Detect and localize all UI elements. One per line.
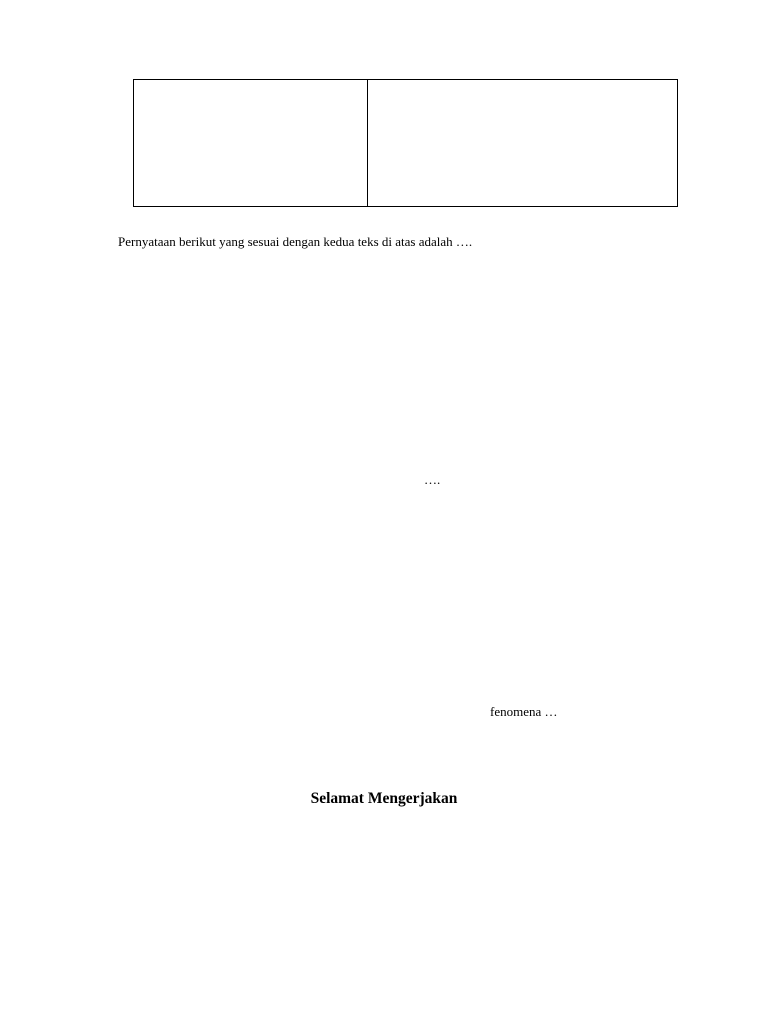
table-cell-right xyxy=(368,80,678,207)
answer-fragment-ellipsis: …. xyxy=(424,472,441,487)
table-cell-left xyxy=(134,80,368,207)
question-text: Pernyataan berikut yang sesuai dengan kedua teks di atas adalah …. xyxy=(118,234,473,249)
comparison-table xyxy=(133,79,678,207)
table-row xyxy=(134,80,678,207)
closing-heading: Selamat Mengerjakan xyxy=(310,790,458,807)
answer-fragment-fenomena: fenomena … xyxy=(490,704,558,719)
